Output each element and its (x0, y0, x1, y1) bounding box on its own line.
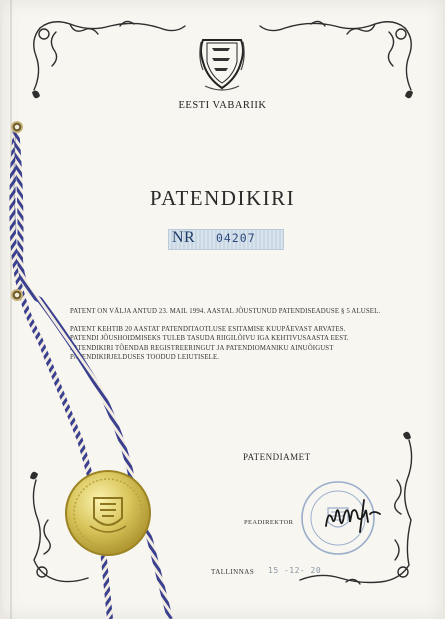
validity-line: PATENDIKIRJELDUSES TOODUD LEIUTISELE. (70, 353, 220, 361)
validity-line: PATENT KEHTIB 20 AASTAT PATENDITAOTLUSE ESITAMISE KUUPÄEVAST ARVATES. (70, 326, 346, 333)
country-heading: EESTI VABARIIK (178, 100, 267, 111)
page-title: PATENDIKIRI (149, 186, 296, 210)
patent-number-value: 04207 (216, 231, 256, 245)
patent-number-label: NR (172, 229, 196, 246)
ribbon-grommet-bottom (11, 289, 23, 301)
gold-embossed-seal-icon (62, 468, 154, 558)
ribbon-grommet-top (11, 121, 23, 133)
validity-line: PATENDI JÕUSHOIDMISEKS TULEB TASUDA RIIGILÕIVU IGA KEHTIVUSAASTA EEST. (70, 335, 349, 343)
director-title: PEADIREKTOR (244, 519, 294, 526)
issuing-office: PATENDIAMET (243, 452, 311, 462)
issue-city: TALLINNAS (211, 568, 255, 576)
issuance-statement: PATENT ON VÄLJA ANTUD 23. MAIL 1994. AASTAL JÕUSTUNUD PATENDISEADUSE § 5 ALUSEL. (70, 308, 381, 315)
validity-line: PATENDIKIRI TÕENDAB REGISTREERINGUT JA PATENDIOMANIKU AINUÕIGUST (70, 344, 334, 352)
issue-date: 15 -12- 20 (268, 566, 322, 575)
